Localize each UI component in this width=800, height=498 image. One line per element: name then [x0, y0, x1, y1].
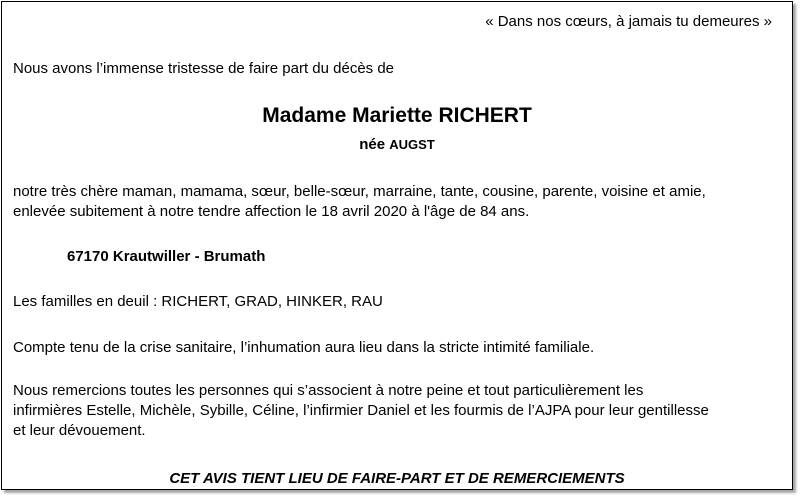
- families-line: Les familles en deuil : RICHERT, GRAD, HINKER, RAU: [13, 293, 383, 310]
- thanks-paragraph: [13, 381, 778, 441]
- deceased-name: Madame Mariette RICHERT: [262, 104, 532, 127]
- relations-line: notre très chère maman, mamama, sœur, belle-sœur, marraine, tante, cousine, parente, voisine et amie,: [13, 183, 706, 200]
- obituary-notice: [1, 1, 793, 490]
- address: 67170 Krautwiller - Brumath: [67, 248, 266, 265]
- thanks-line: Nous remercions toutes les personnes qui s’associent à notre peine et tout particulièrement les: [13, 382, 644, 399]
- intro-text: Nous avons l’immense tristesse de faire part du décès de: [13, 60, 395, 77]
- nee-prefix: née: [359, 136, 386, 153]
- thanks-line: infirmières Estelle, Michèle, Sybille, Céline, l’infirmier Daniel et les fourmis de l’AJPA pour leur gentillesse: [13, 402, 709, 419]
- sanitary-note: Compte tenu de la crise sanitaire, l’inhumation aura lieu dans la stricte intimité familiale.: [13, 339, 595, 356]
- maiden-name: AUGST: [389, 137, 435, 152]
- relations-paragraph: [13, 182, 778, 222]
- footer-statement: CET AVIS TIENT LIEU DE FAIRE-PART ET DE REMERCIEMENTS: [169, 470, 625, 487]
- relations-line: enlevée subitement à notre tendre affection le 18 avril 2020 à l'âge de 84 ans.: [13, 203, 530, 220]
- maiden-name-line: [2, 135, 792, 155]
- thanks-line: et leur dévouement.: [13, 422, 146, 439]
- epigraph-quote: « Dans nos cœurs, à jamais tu demeures »: [485, 13, 772, 30]
